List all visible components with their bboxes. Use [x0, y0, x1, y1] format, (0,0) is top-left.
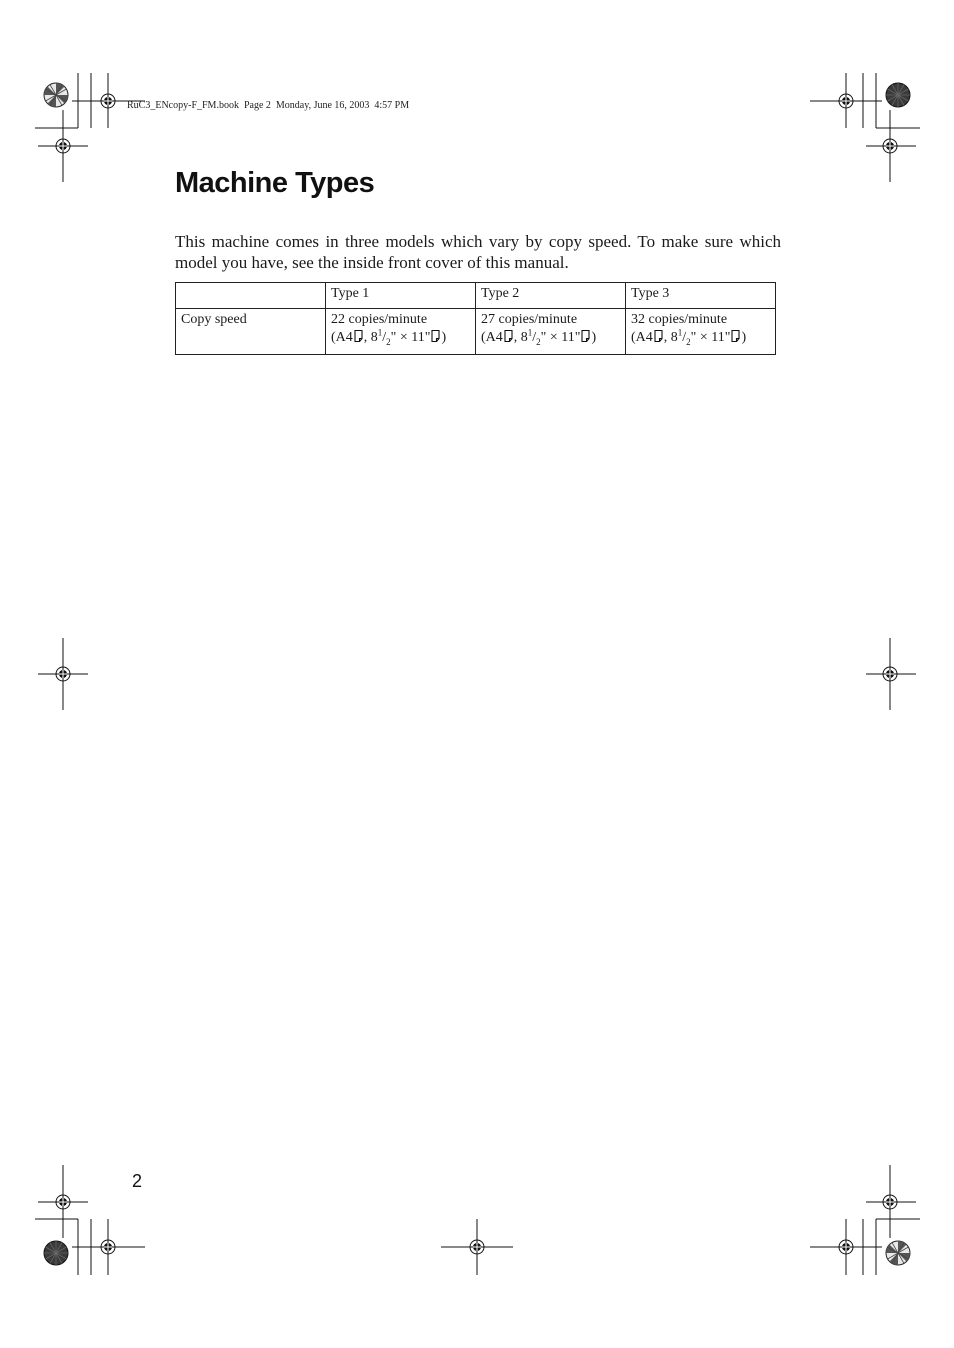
paper-portrait-icon — [581, 330, 590, 342]
row-label-copy-speed: Copy speed — [176, 309, 326, 355]
paper-portrait-icon — [354, 330, 363, 342]
page-number: 2 — [132, 1171, 143, 1191]
table-header-cell: Type 2 — [476, 283, 626, 309]
copy-speed-value: 27 copies/minute — [481, 312, 578, 327]
table-row — [176, 309, 776, 355]
paper-portrait-icon — [504, 330, 513, 342]
copy-speed-value: 22 copies/minute — [331, 312, 428, 327]
intro-paragraph: This machine comes in three models which vary by copy speed. To make sure which model you have, see the inside front cover of this manual. — [175, 232, 781, 272]
color-wheel-icon — [44, 1241, 68, 1265]
middle-marks — [38, 638, 916, 710]
table-header-row — [176, 283, 776, 309]
table-header-cell — [176, 283, 326, 309]
file-header-line: RuC3_ENcopy-F_FM.book Page 2 Monday, June 16, 2003 4:57 PM — [127, 100, 410, 111]
paper-portrait-icon — [654, 330, 663, 342]
paper-portrait-icon — [431, 330, 440, 342]
table-header-cell: Type 3 — [626, 283, 776, 309]
paper-size-line: (A4 , $8^1/_2$" × 11" ) — [331, 327, 447, 347]
page-title: Machine Types — [175, 167, 375, 199]
copy-speed-type-2 — [476, 309, 626, 355]
paper-portrait-icon — [731, 330, 740, 342]
color-wheel-icon — [886, 1241, 910, 1265]
copy-speed-value: 32 copies/minute — [631, 312, 728, 327]
paper-size-line: (A4 , $8^1/_2$" × 11" ) — [631, 327, 747, 347]
color-wheel-icon — [44, 83, 68, 107]
copy-speed-type-1 — [326, 309, 476, 355]
machine-types-table — [175, 282, 776, 355]
table-header-cell: Type 1 — [326, 283, 476, 309]
copy-speed-type-3 — [626, 309, 776, 355]
color-wheel-icon — [886, 83, 910, 107]
paper-size-line: (A4 , $8^1/_2$" × 11" ) — [481, 327, 597, 347]
